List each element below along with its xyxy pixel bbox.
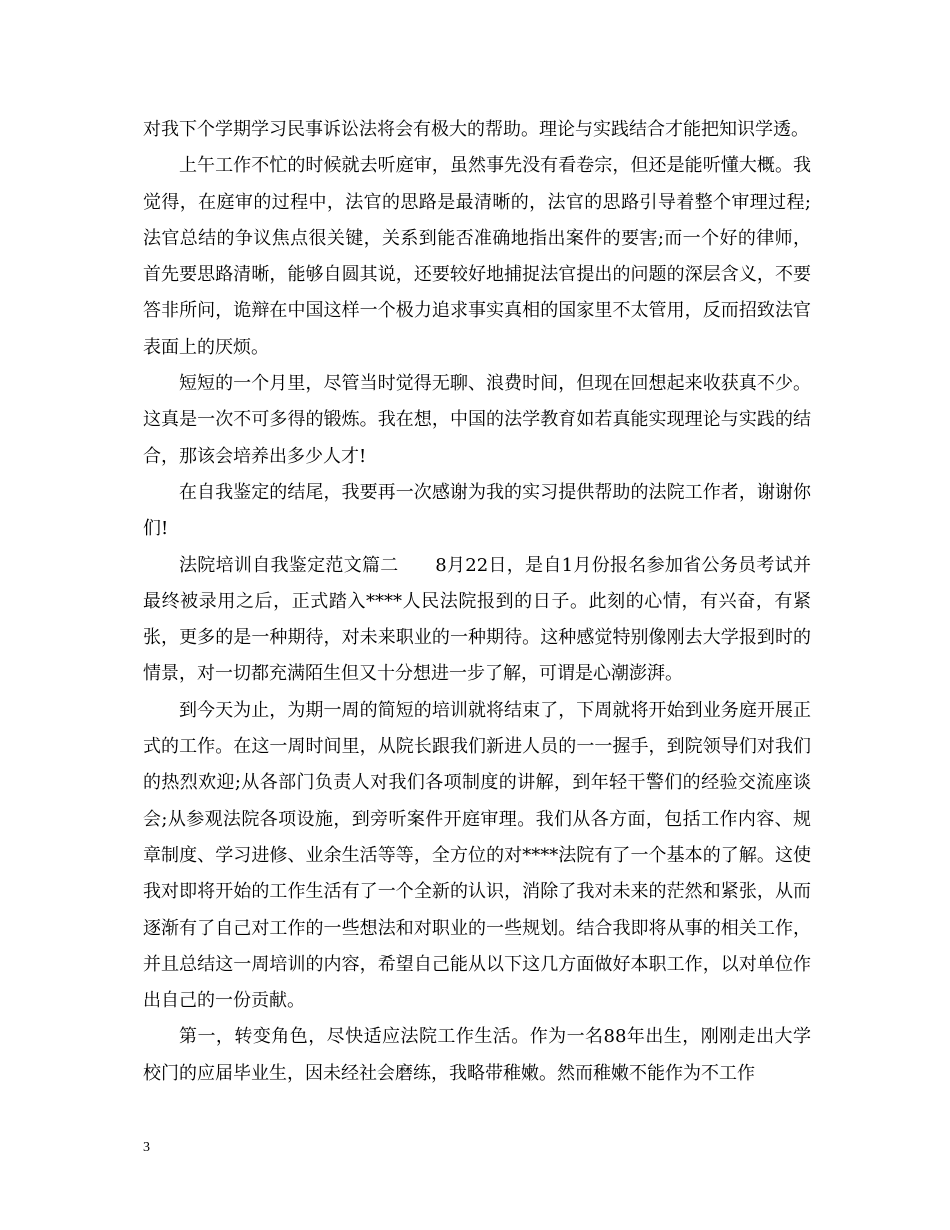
- paragraph: 短短的一个月里，尽管当时觉得无聊、浪费时间，但现在回想起来收获真不少。这真是一次不可多得的锻炼。我在想，中国的法学教育如若真能实现理论与实践的结合，那该会培养出多少人才!: [143, 373, 811, 467]
- paragraph: 对我下个学期学习民事诉讼法将会有极大的帮助。理论与实践结合才能把知识学透。: [143, 119, 809, 140]
- paragraph: 到今天为止，为期一周的简短的培训就将结束了，下周就将开始到业务庭开展正式的工作。在这一周时间里，从院长跟我们新进人员的一一握手，到院领导们对我们的热烈欢迎;从各部门负责人对我们各项制度的讲解，到年轻干警们的经验交流座谈会;从参观法院各项设施，到旁听案件开庭审理。我们从各方面，包括工作内容、规章制度、学习进修、业余生活等等，全方位的对****法院有了一个基本的了解。这使我对即将开始的工作生活有了一个全新的认识，消除了我对未来的茫然和紧张，从而逐渐有了自己对工作的一些想法和对职业的一些规划。结合我即将从事的相关工作，并且总结这一周培训的内容，希望自己能从以下这几方面做好本职工作，以对单位作出自己的一份贡献。: [143, 699, 811, 1012]
- paragraph: 法院培训自我鉴定范文篇二 8月22日，是自1月份报名参加省公务员考试并最终被录用之后，正式踏入****人民法院报到的日子。此刻的心情，有兴奋，有紧张，更多的是一种期待，对未来职业的一种期待。这种感觉特别像刚去大学报到时的情景，对一切都充满陌生但又十分想进一步了解，可谓是心潮澎湃。: [143, 554, 811, 685]
- document-body: [143, 112, 811, 1092]
- page-number: 3: [143, 1140, 150, 1155]
- paragraph: 在自我鉴定的结尾，我要再一次感谢为我的实习提供帮助的法院工作者，谢谢你们!: [143, 481, 811, 540]
- paragraph: 上午工作不忙的时候就去听庭审，虽然事先没有看卷宗，但还是能听懂大概。我觉得，在庭审的过程中，法官的思路是最清晰的，法官的思路引导着整个审理过程;法官总结的争议焦点很关键，关系到能否准确地指出案件的要害;而一个好的律师，首先要思路清晰，能够自圆其说，还要较好地捕捉法官提出的问题的深层含义，不要答非所问，诡辩在中国这样一个极力追求事实真相的国家里不太管用，反而招致法官表面上的厌烦。: [143, 155, 811, 358]
- paragraph: 第一，转变角色，尽快适应法院工作生活。作为一名88年出生，刚刚走出大学校门的应届毕业生，因未经社会磨练，我略带稚嫩。然而稚嫩不能作为不工作: [143, 1026, 811, 1084]
